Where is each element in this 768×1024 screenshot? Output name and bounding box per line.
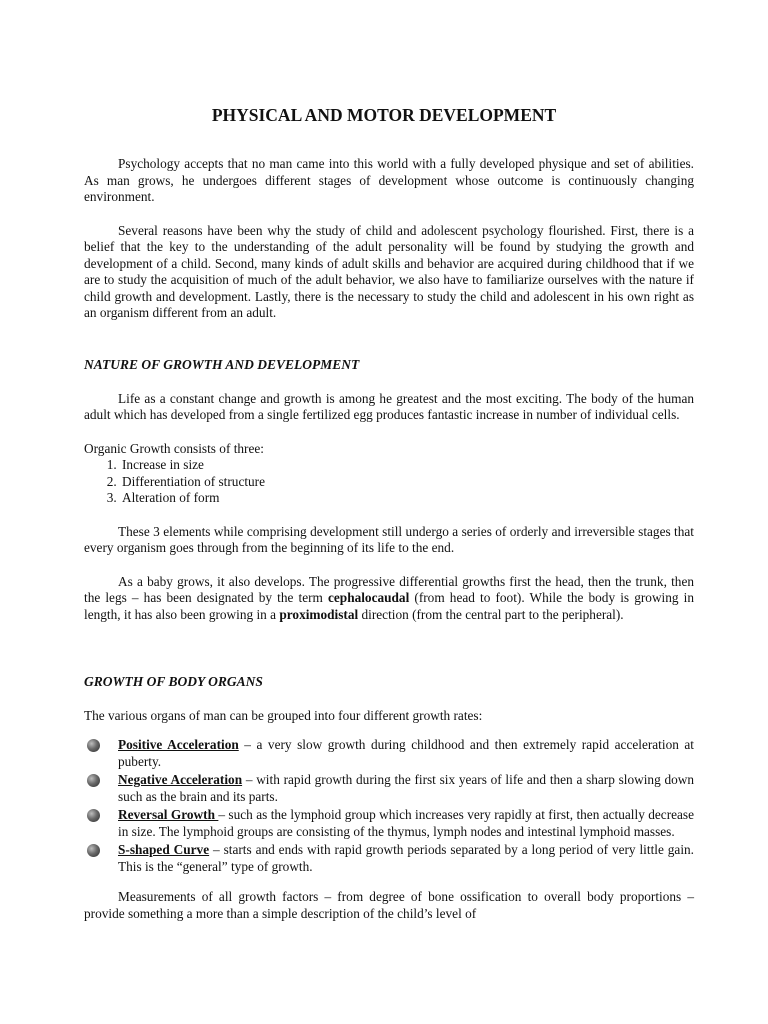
term-proximodistal: proximodistal [279,606,359,622]
organic-growth-list [84,457,694,507]
list-item [84,772,694,805]
growth-term: S-shaped Curve [118,842,210,857]
growth-term: Reversal Growth [118,807,219,822]
organic-growth-intro: Organic Growth consists of three: [84,440,264,456]
list-item: 3. Alteration of form [120,490,694,507]
growth-description: – such as the lymphoid group which increases very rapidly at first, then actually decrease in size. The lymphoid groups are consisting of the thymus, lymph nodes and intestinal lymphoid masses. [118,807,695,839]
term-cephalocaudal: cephalocaudal [328,590,410,605]
intro-section [84,156,694,322]
sphere-bullet-icon [87,774,100,787]
list-item: 1. Increase in size [120,457,694,474]
growth-description: – with rapid growth during the first six years of life and then a sharp slowing down such as the brain and its parts. [118,772,694,804]
organs-closing-paragraph: Measurements of all growth factors – from degree of bone ossification to overall body proportions – provide something a more than a simple description of the child’s level of [84,889,694,921]
growth-term: Negative Acceleration [118,772,243,787]
intro-paragraph-2: Several reasons have been why the study of child and adolescent psychology flourished. First, there is a belief that the key to the understanding of the adult personality will be found by studying the growth and development of a child. Second, many kinds of adult skills and behavior are acquired during childhood that if we are to study the acquisition of much of the adult behavior, we also have to familiarize ourselves with the nature if child growth and development. Lastly, there is the necessary to study the child and adolescent in his own right as an organism different from an adult. [84,222,694,320]
paragraph-text: (from head to foot). While the body is growing in length, it has also been growing in a [84,590,694,622]
nature-paragraph-3 [84,574,694,624]
growth-description: – starts and ends with rapid growth periods separated by a long period of very little gain. This is the “general” type of growth. [118,842,694,874]
list-item [84,807,694,840]
growth-rate-list [84,737,694,875]
sphere-bullet-icon [87,809,100,822]
list-item [84,842,694,875]
nature-section [84,357,694,623]
growth-term: Positive Acceleration [118,737,239,752]
growth-description: – a very slow growth during childhood and then extremely rapid acceleration at puberty. [118,737,695,769]
nature-paragraph-1: Life as a constant change and growth is among he greatest and the most exciting. The body of the human adult which has developed from a single fertilized egg produces fantastic increase in number of individual cells. [84,390,694,422]
intro-paragraph-1: Psychology accepts that no man came into this world with a fully developed physique and set of abilities. As man grows, he undergoes different stages of development whose outcome is continuously changing environment. [84,156,694,204]
paragraph-text: direction (from the central part to the peripheral). [358,606,624,622]
list-item [84,737,694,770]
sphere-bullet-icon [87,844,100,857]
paragraph-text: As a baby grows, it also develops. The progressive differential growths first the head, then the trunk, then the legs – has been designated by the term [84,573,694,605]
organs-intro: The various organs of man can be grouped into four different growth rates: [84,707,483,723]
nature-paragraph-2: These 3 elements while comprising development still undergo a series of orderly and irreversible stages that every organism goes through from the beginning of its life to the end. [84,523,694,555]
page-title: PHYSICAL AND MOTOR DEVELOPMENT [211,105,557,125]
nature-heading: NATURE OF GROWTH AND DEVELOPMENT [84,357,360,372]
list-item: 2. Differentiation of structure [120,474,694,491]
sphere-bullet-icon [87,739,100,752]
organs-section [84,674,694,922]
organs-heading: GROWTH OF BODY ORGANS [84,674,263,689]
